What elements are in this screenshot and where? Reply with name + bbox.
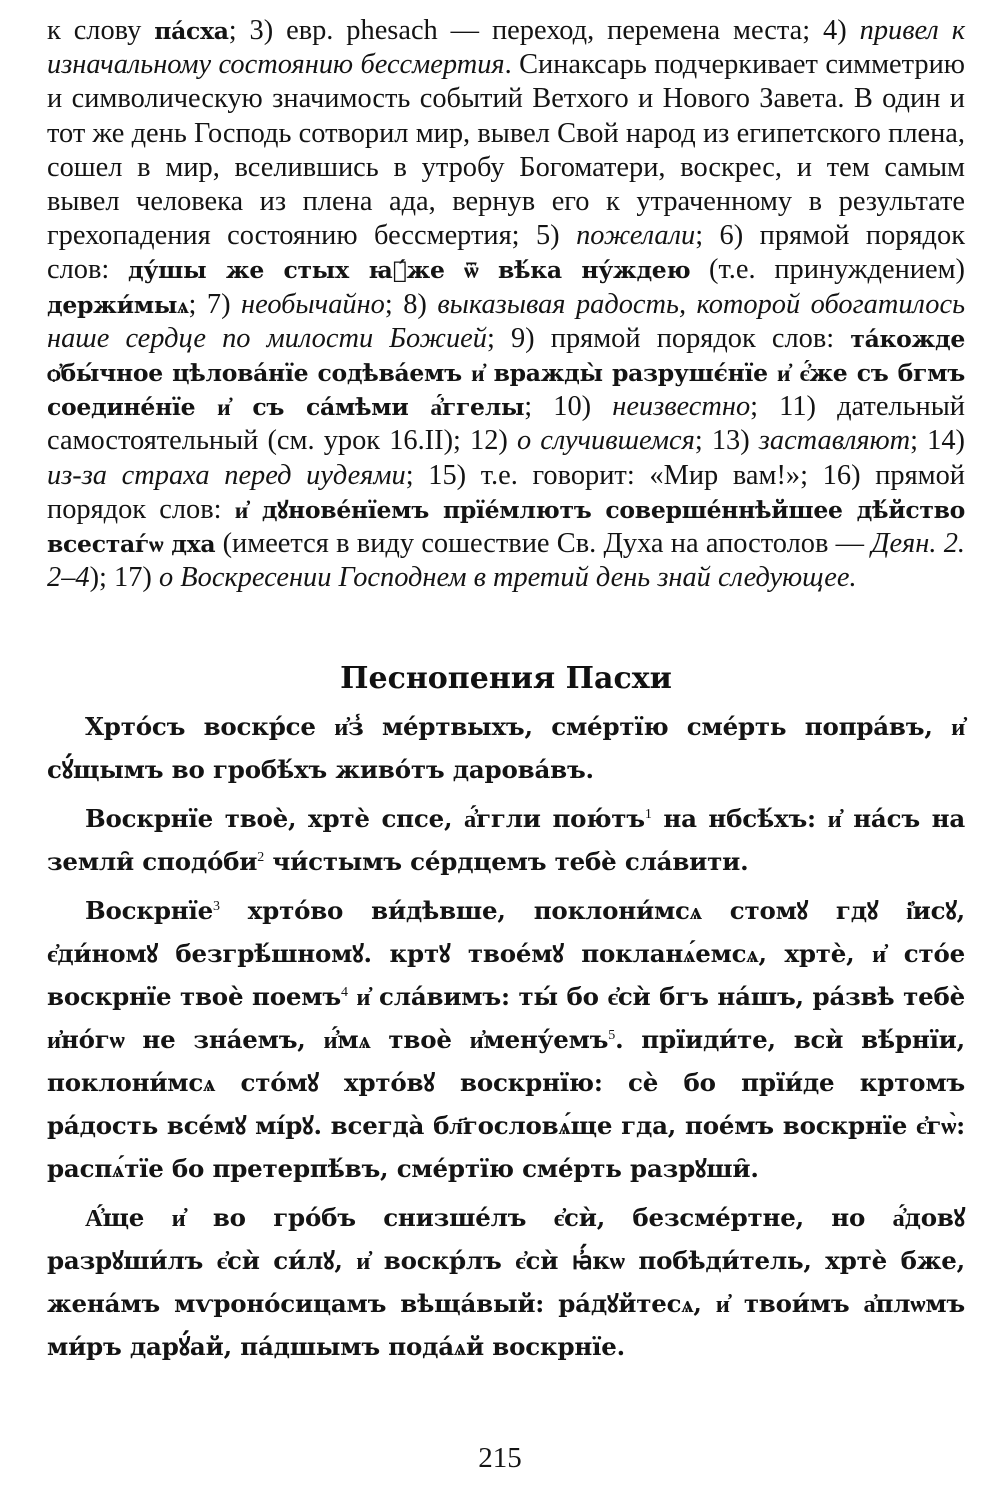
section-title: Песнопения Пасхи bbox=[340, 661, 672, 697]
text: ; 10) bbox=[524, 391, 613, 423]
text: ; 7) bbox=[188, 288, 242, 320]
hymn-text: Воскрнїе твоѐ, хртѐ спсе, а҆́ггли пою́тъ bbox=[85, 804, 645, 834]
page bbox=[47, 14, 965, 1374]
italic-text: необычайно bbox=[241, 288, 385, 320]
footnote-marker: 1 bbox=[644, 807, 652, 823]
text: ); 17) bbox=[89, 562, 159, 594]
text: (имеется в виду сошествие Св. Духа на апостолов — bbox=[215, 528, 872, 560]
hymn-paragraph: Хрто́съ воскр́се и҆з̾ ме́ртвыхъ, сме́ртїю сме́рть попра́въ, и҆ сꙋ́щымъ во гробѣ́хъ живо́тъ дарова́въ. bbox=[47, 712, 965, 785]
church-slavonic-word: держи́мыѧ bbox=[47, 290, 189, 319]
hymn-text: хрто́во ви́дѣвше, поклони́мсѧ стомꙋ гдꙋ і҆исꙋ, є҆ди́номꙋ безгрѣ́шномꙋ. кртꙋ твое́мꙋ покланѧ́емсѧ, хртѐ, и҆ сто́е воскрнїе твоѐ поемъ bbox=[47, 896, 965, 1012]
text: ; 8) bbox=[384, 288, 438, 320]
church-slavonic-phrase: ду́шы же стых ꙗ҆́же ѿ вѣ́ка ну́ждею bbox=[128, 256, 691, 285]
text: ; 11) дательный самостоятельный (см. урок 16.II); 12) bbox=[47, 391, 965, 457]
text: ; 13) bbox=[694, 425, 759, 457]
page-number: 215 bbox=[478, 1442, 522, 1474]
text: ; 15) т.е. говорит: «Мир вам!»; 16) прямой порядок слов: bbox=[47, 459, 965, 525]
italic-text: неизвестно bbox=[612, 391, 751, 423]
hymn-text: Воскрнїе bbox=[85, 896, 214, 926]
italic-text: заставляют bbox=[758, 425, 911, 457]
church-slavonic-word: па́сха bbox=[154, 17, 229, 45]
hymn-text: . прїиди́те, всѝ вѣ́рнїи, поклони́мсѧ сто́мꙋ хрто́вꙋ воскрнїю: сѐ бо прїи́де кртомъ ра́дость все́мꙋ мі́рꙋ. всегда̀ бл҃гословѧ́ще гда, пое́мъ воскрнїе є҆гѡ̀: распѧ́тїе бо претерпѣ́въ, сме́ртїю сме́рть разрꙋши̑. bbox=[47, 1025, 965, 1184]
footnote-marker: 4 bbox=[340, 985, 348, 1001]
text: к слову bbox=[47, 15, 155, 46]
text: ; 3) евр. phesach — переход, перемена места; 4) bbox=[228, 15, 860, 46]
italic-text: о случившемся bbox=[517, 425, 695, 457]
italic-text: выказывая радость, которой обогатилось наше сердце по милости Божией bbox=[47, 288, 965, 354]
italic-text: Деян. 2. 2–4 bbox=[47, 528, 965, 594]
italic-text: пожелали bbox=[576, 220, 696, 252]
footnotes-paragraph bbox=[47, 14, 965, 595]
text: ; 9) прямой порядок слов: bbox=[486, 322, 851, 354]
hymn-text: на нбсѣ́хъ: и҆ на́съ на земли̑ сподо́би bbox=[47, 804, 966, 877]
hymn-paragraph: А҆́ще и҆ во гро́бъ снизше́лъ є҆сѝ, безсме́ртне, но а҆́довꙋ разрꙋши́лъ є҆сѝ си́лꙋ, и҆ воскр́лъ є҆сѝ ꙗ҆́кѡ побѣди́тель, хртѐ бже, жена́мъ мѵроно́сицамъ вѣща́вый: ра́дꙋйтесѧ, и҆ твои́мъ а҆плѡмъ ми́ръ дарꙋ́ай, па́дшымъ пода́ѧй воскрнїе. bbox=[47, 1203, 965, 1362]
footnote-marker: 5 bbox=[608, 1028, 616, 1044]
footnote-marker: 2 bbox=[257, 850, 265, 866]
footnote-marker: 3 bbox=[213, 899, 220, 915]
hymn-text: и҆ сла́вимъ: ты́ бо є҆сѝ бгъ на́шъ, ра́звѣ тебѐ и҆но́гѡ не зна́емъ, и҆́мѧ твоѐ и҆мену́емъ bbox=[47, 982, 965, 1055]
church-slavonic-phrase: та́кожде ѻ҆бы́чное цѣлова́нїе содѣва́емъ и҆ вражды̀ разрушє́нїе и҆ є҆́же съ бгмъ соедине́нїе и҆ съ са́мѣми а҆́ггелы bbox=[47, 324, 965, 422]
italic-text: привел к изначальному состоянию бессмертия bbox=[47, 15, 966, 81]
church-slavonic-phrase: и҆ дꙋнове́нїемъ прїе́млютъ соверше́ннѣйшее дѣ́йство всестаѓѡ дха bbox=[47, 495, 965, 559]
text: ; 6) прямой порядок слов: bbox=[47, 220, 965, 286]
text: (т.е. принуждением) bbox=[690, 254, 965, 286]
italic-text: из-за страха перед иудеями bbox=[47, 459, 406, 491]
footnotes-block bbox=[47, 14, 965, 595]
hymns-block bbox=[47, 705, 965, 1368]
hymn-paragraph bbox=[47, 797, 965, 883]
hymn-paragraph bbox=[47, 889, 965, 1190]
hymn-text: чи́стымъ се́рдцемъ тебѐ сла́вити. bbox=[264, 847, 749, 877]
italic-text: о Воскресении Господнем в третий день знай следующее. bbox=[158, 562, 857, 594]
text: . Синаксарь подчеркивает симметрию и символическую значимость событий Ветхого и Нового Завета. В один и тот же день Господь сотворил мир, вывел Свой народ из египетского плена, сошел в мир, вселившись в утробу Богоматери, воскрес, и тем самым вывел человека из плена ада, вернув его к утраченному в результате грехопадения состоянию бессмертия; 5) bbox=[47, 49, 965, 252]
text: ; 14) bbox=[910, 425, 965, 457]
